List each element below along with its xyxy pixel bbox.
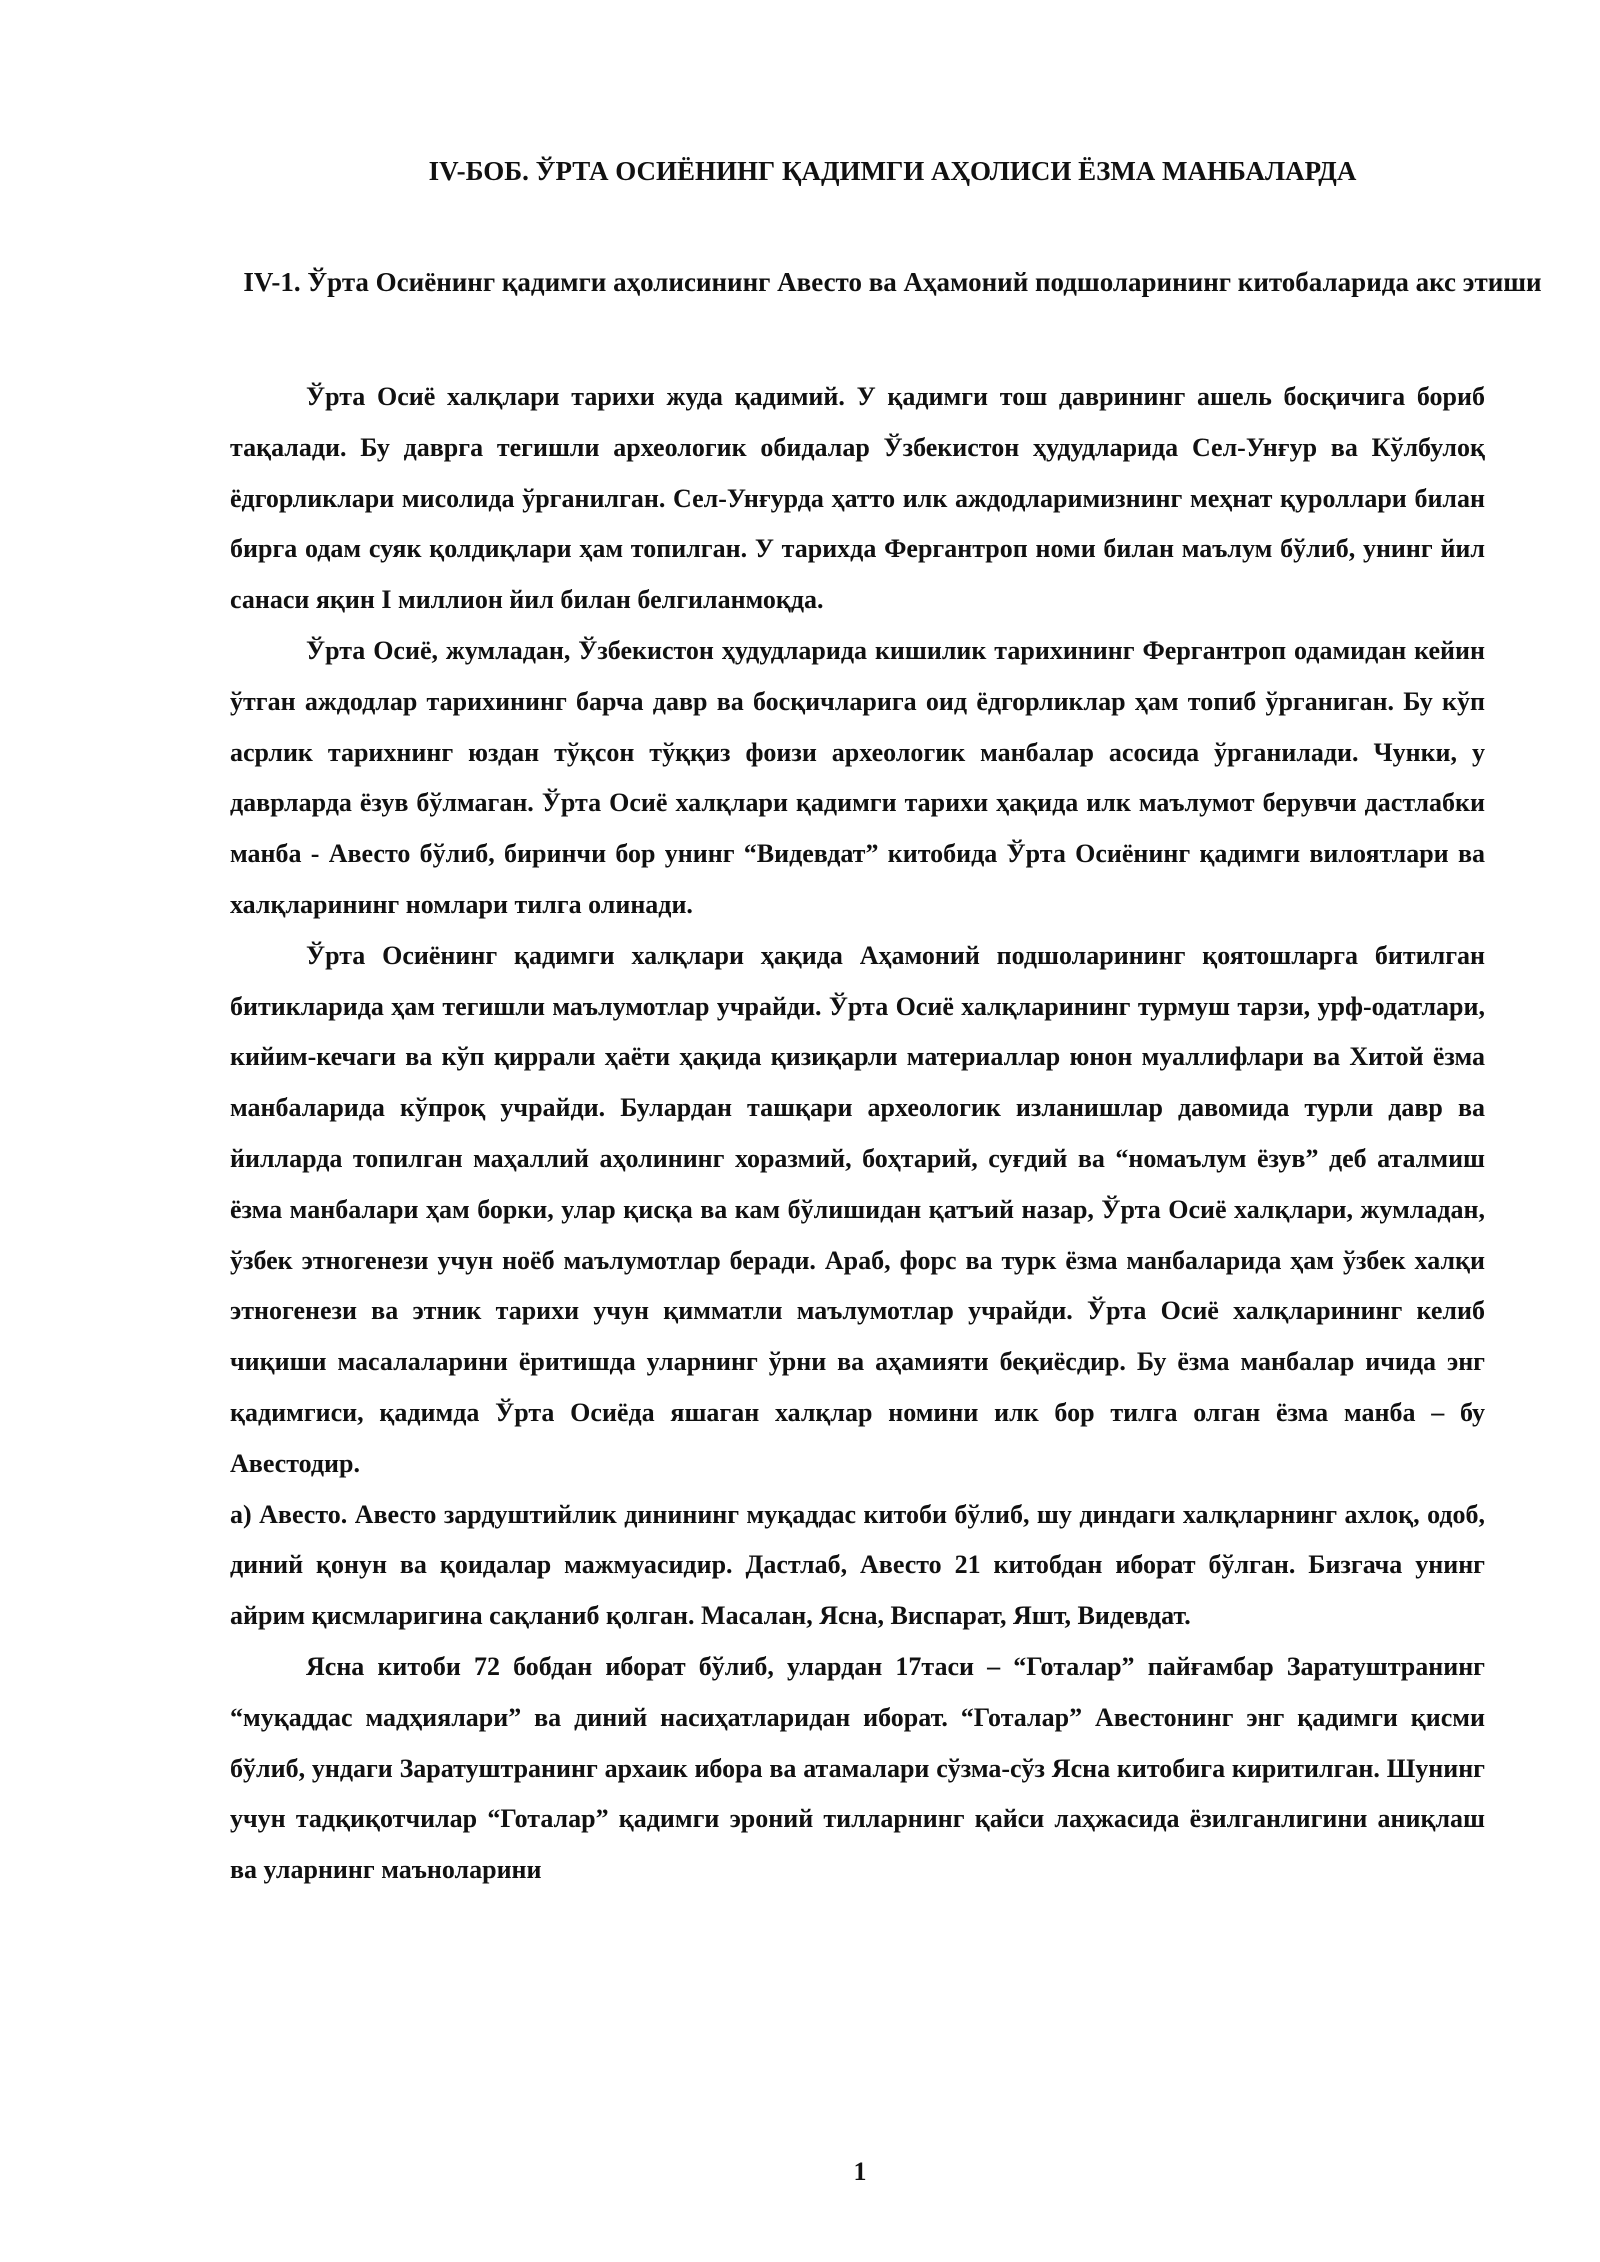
paragraph-4: а) Авесто. Авесто зардуштийлик динининг муқаддас китоби бўлиб, шу диндаги халқларнинг ахлоқ, одоб, диний қонун ва қоидалар мажмуасидир. Дастлаб, Авесто 21 китобдан иборат бўлган. Бизгача унинг айрим қисмларигина сақланиб қолган. Масалан, Ясна, Виспарат, Яшт, Видевдат.: [230, 1499, 1485, 1631]
chapter-title: IV-БОБ. ЎРТА ОСИЁНИНГ ҚАДИМГИ АҲОЛИСИ ЁЗМА МАНБАЛАРДА: [428, 156, 1357, 186]
section-title: IV-1. Ўрта Осиёнинг қадимги аҳолисининг Авесто ва Аҳамоний подшоларининг китобаларида акс этиши: [243, 267, 1542, 297]
paragraph-3: Ўрта Осиёнинг қадимги халқлари ҳақида Аҳамоний подшоларининг қоятошларга битилган битикларида ҳам тегишли маълумотлар учрайди. Ўрта Осиё халқларининг турмуш тарзи, урф-одатлари, кийим-кечаги ва кўп қиррали ҳаёти ҳақида қизиқарли материаллар юнон муаллифлари ва Хитой ёзма манбаларида кўпроқ учрайди. Булардан ташқари археологик изланишлар давомида турли давр ва йилларда топилган маҳаллий аҳолининг хоразмий, боҳтарий, суғдий ва “номаълум ёзув” деб аталмиш ёзма манбалари ҳам борки, улар қисқа ва кам бўлишидан қатъий назар, Ўрта Осиё халқлари, жумладан, ўзбек этногенези учун ноёб маълумотлар беради. Араб, форс ва турк ёзма манбаларида ҳам ўзбек халқи этногенези ва этник тарихи учун қимматли маълумотлар учрайди. Ўрта Осиё халқларининг келиб чиқиши масалаларини ёритишда уларнинг ўрни ва аҳамияти беқиёсдир. Бу ёзма манбалар ичида энг қадимгиси, қадимда Ўрта Осиёда яшаган халқлар номини илк бор тилга олган ёзма манба – бу Авестодир.: [230, 940, 1485, 1478]
paragraph-5: Ясна китоби 72 бобдан иборат бўлиб, улардан 17таси – “Готалар” пайғамбар Заратуштранинг “муқаддас мадҳиялари” ва диний насиҳатларидан иборат. “Готалар” Авестонинг энг қадимги қисми бўлиб, ундаги Заратуштранинг архаик ибора ва атамалари сўзма-сўз Ясна китобига киритилган. Шунинг учун тадқиқотчилар “Готалар” қадимги эроний тилларнинг қайси лаҳжасида ёзилганлигини аниқлаш ва уларнинг маъноларини: [230, 1651, 1485, 1885]
page-number: 1: [853, 2157, 867, 2186]
paragraph-1: Ўрта Осиё халқлари тарихи жуда қадимий. У қадимги тош даврининг ашель босқичига бориб тақалади. Бу даврга тегишли археологик обидалар Ўзбекистон ҳудудларида Сел-Унғур ва Кўлбулоқ ёдгорликлари мисолида ўрганилган. Сел-Унғурда ҳатто илк аждодларимизнинг меҳнат қуроллари билан бирга одам суяк қолдиқлари ҳам топилган. У тарихда Фергантроп номи билан маълум бўлиб, унинг йил санаси яқин I миллион йил билан белгиланмоқда.: [230, 382, 1485, 615]
body-text: [230, 372, 1485, 1896]
paragraph-2: Ўрта Осиё, жумладан, Ўзбекистон ҳудудларида кишилик тарихининг Фергантроп одамидан кейин ўтган аждодлар тарихининг барча давр ва босқичларига оид ёдгорликлар ҳам топиб ўрганиган. Бу кўп асрлик тарихнинг юздан тўқсон тўққиз фоизи археологик манбалар асосида ўрганилади. Чунки, у даврларда ёзув бўлмаган. Ўрта Осиё халқлари қадимги тарихи ҳақида илк маълумот берувчи дастлабки манба - Авесто бўлиб, биринчи бор унинг “Видевдат” китобида Ўрта Осиёнинг қадимги вилоятлари ва халқларининг номлари тилга олинади.: [230, 635, 1485, 919]
